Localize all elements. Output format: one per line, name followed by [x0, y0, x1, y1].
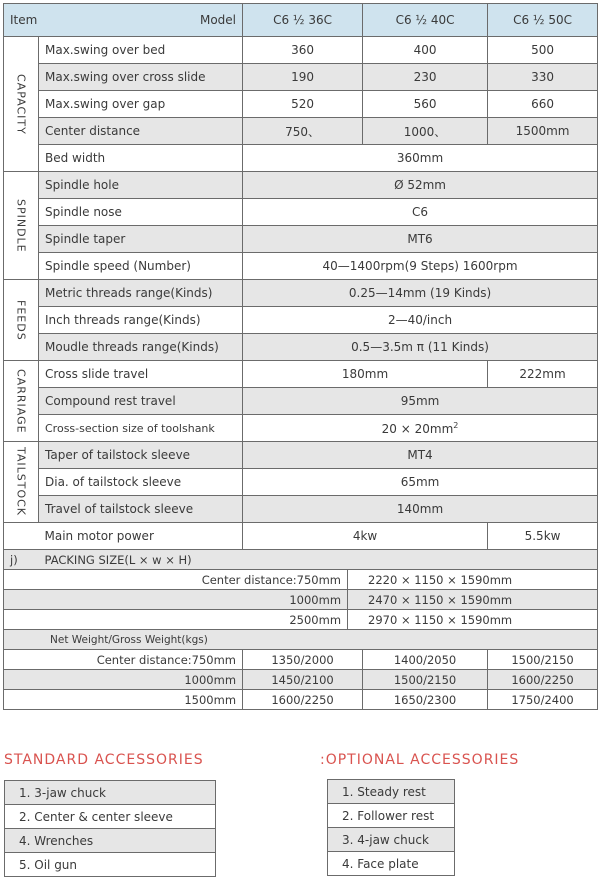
weight-title-row: [4, 630, 598, 650]
cell-value: 1600/2250: [488, 670, 598, 690]
table-row: [4, 469, 598, 496]
row-label: Compound rest travel: [39, 388, 243, 415]
cell-value: 1500mm: [488, 118, 598, 145]
row-label: Moudle threads range(Kinds): [39, 334, 243, 361]
row-label: Max.swing over cross slide: [39, 64, 243, 91]
row-label: Center distance:750mm: [4, 570, 348, 590]
table-row: [4, 199, 598, 226]
cell-value: 330: [488, 64, 598, 91]
cell-value: 1500/2150: [488, 650, 598, 670]
cell-value: 190: [243, 64, 363, 91]
model-36c: C6 ½ 36C: [243, 4, 363, 37]
cell-value: 400: [363, 37, 488, 64]
cell-value: 180mm: [243, 361, 488, 388]
row-label: Taper of tailstock sleeve: [39, 442, 243, 469]
cell-value: 140mm: [243, 496, 598, 523]
row-label: Main motor power: [39, 523, 243, 550]
group-tailstock: TAILSTOCK: [4, 442, 39, 523]
row-label: Metric threads range(Kinds): [39, 280, 243, 307]
cell-value: 95mm: [243, 388, 598, 415]
spec-table: [3, 3, 598, 710]
cell-value: 2970 × 1150 × 1590mm: [348, 610, 598, 630]
cell-value: 1350/2000: [243, 650, 363, 670]
table-row: [4, 307, 598, 334]
list-item: 1. Steady rest: [328, 780, 455, 804]
table-row: [4, 172, 598, 199]
group-empty: [4, 523, 39, 550]
cell-value: 2—40/inch: [243, 307, 598, 334]
group-carriage: CARRIAGE: [4, 361, 39, 442]
table-row: [4, 415, 598, 442]
cell-value: 40—1400rpm(9 Steps) 1600rpm: [243, 253, 598, 280]
row-label: Spindle nose: [39, 199, 243, 226]
cell-value: 222mm: [488, 361, 598, 388]
list-item: 4. Wrenches: [5, 829, 216, 853]
list-item: 5. Oil gun: [5, 853, 216, 877]
standard-accessories-title: STANDARD ACCESSORIES: [4, 752, 204, 768]
table-row: [4, 280, 598, 307]
list-item: 2. Center & center sleeve: [5, 805, 216, 829]
optional-accessories-list: [327, 779, 455, 876]
table-row: [4, 334, 598, 361]
row-label: 1000mm: [4, 590, 348, 610]
row-label: Center distance:750mm: [4, 650, 243, 670]
header-model: Model: [199, 13, 237, 27]
table-row: [4, 226, 598, 253]
cell-value: 1750/2400: [488, 690, 598, 710]
standard-accessories-list: [4, 780, 216, 877]
cell-value: 360: [243, 37, 363, 64]
packing-title: PACKING SIZE(L × w × H): [39, 550, 598, 570]
cell-value: C6: [243, 199, 598, 226]
row-label: Spindle taper: [39, 226, 243, 253]
table-row: [4, 523, 598, 550]
list-item: 2. Follower rest: [328, 804, 455, 828]
row-label: Travel of tailstock sleeve: [39, 496, 243, 523]
row-label: 2500mm: [4, 610, 348, 630]
cell-value: 1450/2100: [243, 670, 363, 690]
cell-value: 360mm: [243, 145, 598, 172]
list-item: 4. Face plate: [328, 852, 455, 876]
table-row: [4, 570, 598, 590]
row-label: 1500mm: [4, 690, 243, 710]
cell-value: Ø 52mm: [243, 172, 598, 199]
row-label: Bed width: [39, 145, 243, 172]
header-row: [4, 4, 598, 37]
row-label: Inch threads range(Kinds): [39, 307, 243, 334]
cell-value: 1650/2300: [363, 690, 488, 710]
cell-value: MT6: [243, 226, 598, 253]
cell-value: MT4: [243, 442, 598, 469]
cell-value: 0.25—14mm (19 Kinds): [243, 280, 598, 307]
table-row: [4, 361, 598, 388]
table-row: [4, 37, 598, 64]
header-item: Item: [10, 13, 38, 27]
row-label: Max.swing over gap: [39, 91, 243, 118]
group-spindle: SPINDLE: [4, 172, 39, 280]
table-row: [4, 610, 598, 630]
row-label: 1000mm: [4, 670, 243, 690]
cell-value: 5.5kw: [488, 523, 598, 550]
cell-value: 2470 × 1150 × 1590mm: [348, 590, 598, 610]
cell-value: 4kw: [243, 523, 488, 550]
cell-value: 65mm: [243, 469, 598, 496]
cell-value: 2220 × 1150 × 1590mm: [348, 570, 598, 590]
cell-value: 1500/2150: [363, 670, 488, 690]
cell-value: 1400/2050: [363, 650, 488, 670]
table-row: [4, 91, 598, 118]
cell-value: 230: [363, 64, 488, 91]
list-item: 3. 4-jaw chuck: [328, 828, 455, 852]
cell-value: 660: [488, 91, 598, 118]
table-row: [4, 64, 598, 91]
table-row: [4, 690, 598, 710]
table-row: [4, 145, 598, 172]
table-row: [4, 118, 598, 145]
cell-value: 500: [488, 37, 598, 64]
cell-value: 750、: [243, 118, 363, 145]
table-row: [4, 670, 598, 690]
row-label: Cross slide travel: [39, 361, 243, 388]
cell-value: $20 \times 20mm^2$: [243, 415, 598, 442]
weight-title: Net Weight/Gross Weight(kgs): [4, 630, 598, 650]
list-item: 1. 3-jaw chuck: [5, 781, 216, 805]
row-label: Center distance: [39, 118, 243, 145]
cell-value: 1000、: [363, 118, 488, 145]
group-capacity: CAPACITY: [4, 37, 39, 172]
group-feeds: FEEDS: [4, 280, 39, 361]
header-item-model: [4, 4, 243, 37]
row-label: Dia. of tailstock sleeve: [39, 469, 243, 496]
packing-title-row: [4, 550, 598, 570]
table-row: [4, 496, 598, 523]
cell-value: 0.5—3.5m π (11 Kinds): [243, 334, 598, 361]
table-row: [4, 253, 598, 280]
cell-value: 1600/2250: [243, 690, 363, 710]
row-label: Spindle hole: [39, 172, 243, 199]
table-row: [4, 388, 598, 415]
model-40c: C6 ½ 40C: [363, 4, 488, 37]
table-row: [4, 442, 598, 469]
optional-accessories-title: :OPTIONAL ACCESSORIES: [320, 752, 520, 768]
table-row: [4, 590, 598, 610]
row-label: Max.swing over bed: [39, 37, 243, 64]
table-row: [4, 650, 598, 670]
packing-marker: j): [4, 550, 39, 570]
cell-value: 520: [243, 91, 363, 118]
model-50c: C6 ½ 50C: [488, 4, 598, 37]
row-label: Cross-section size of toolshank: [39, 415, 243, 442]
row-label: Spindle speed (Number): [39, 253, 243, 280]
cell-value: 560: [363, 91, 488, 118]
